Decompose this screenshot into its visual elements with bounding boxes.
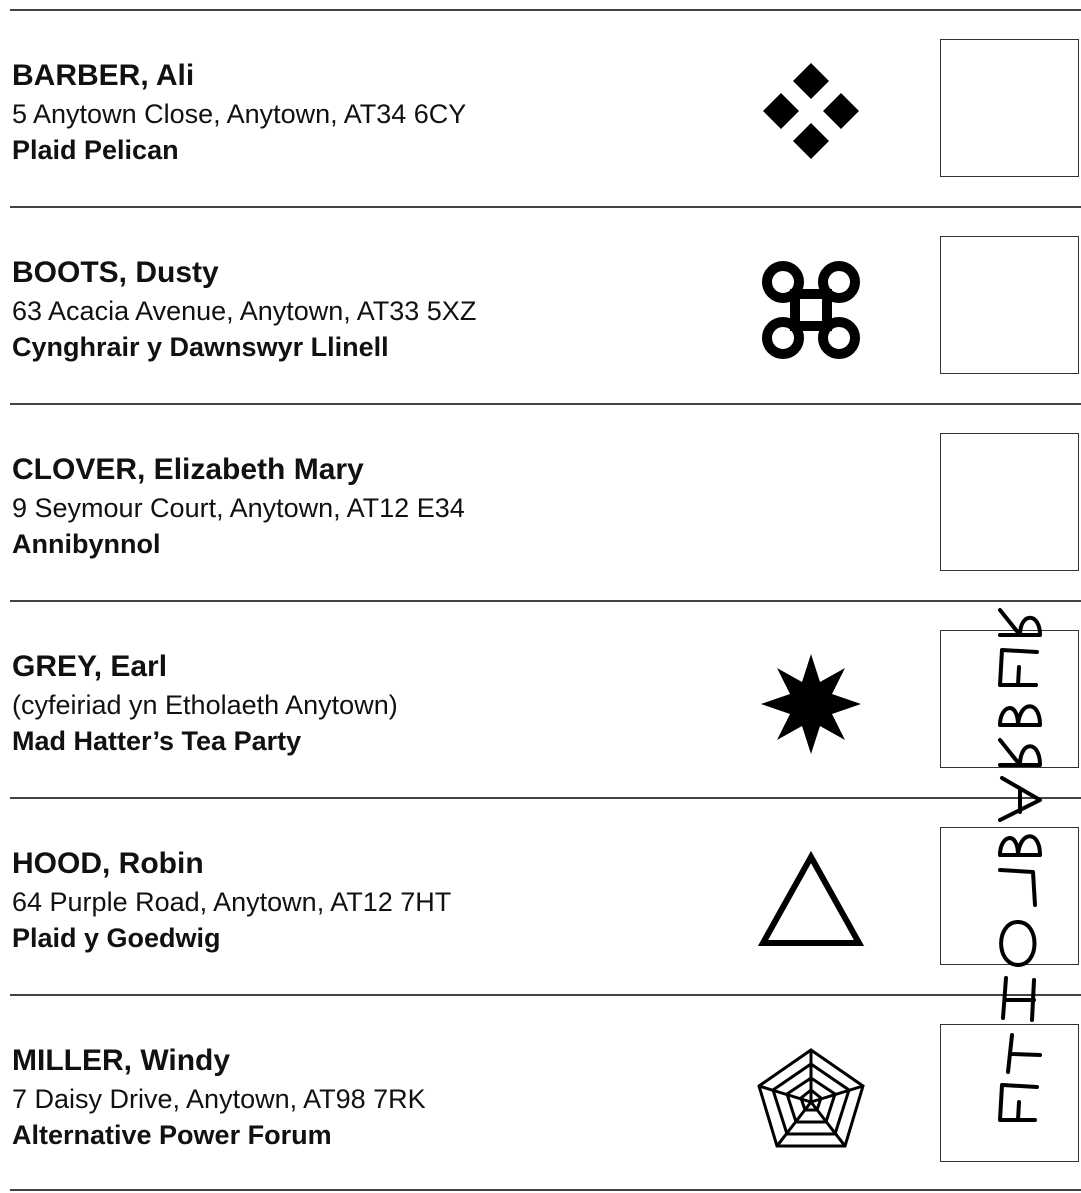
candidate-party: Alternative Power Forum bbox=[12, 1120, 332, 1150]
candidate-party: Cynghrair y Dawnswyr Llinell bbox=[12, 332, 389, 362]
candidate-address: 7 Daisy Drive, Anytown, AT98 7RK bbox=[12, 1084, 426, 1114]
candidate-row-clover bbox=[0, 405, 1081, 602]
vote-box[interactable] bbox=[940, 236, 1079, 374]
candidate-address: 63 Acacia Avenue, Anytown, AT33 5XZ bbox=[12, 296, 477, 326]
command-key-icon bbox=[755, 258, 867, 362]
candidate-name: BARBER, Ali bbox=[12, 59, 195, 92]
candidate-name: CLOVER, Elizabeth Mary bbox=[12, 453, 364, 486]
candidate-party: Plaid y Goedwig bbox=[12, 923, 221, 953]
candidate-row-boots bbox=[0, 208, 1081, 405]
spider-web-icon bbox=[755, 1046, 867, 1150]
candidate-row-hood bbox=[0, 799, 1081, 996]
candidate-party: Mad Hatter’s Tea Party bbox=[12, 726, 302, 756]
candidate-address: 64 Purple Road, Anytown, AT12 7HT bbox=[12, 887, 452, 917]
vote-box[interactable] bbox=[940, 433, 1079, 571]
candidate-row-barber bbox=[0, 11, 1081, 208]
candidate-name: HOOD, Robin bbox=[12, 847, 204, 880]
vote-box[interactable] bbox=[940, 1024, 1079, 1162]
eight-point-star-icon bbox=[755, 652, 867, 756]
candidate-name: MILLER, Windy bbox=[12, 1044, 231, 1077]
candidate-row-grey bbox=[0, 602, 1081, 799]
candidate-party: Annibynnol bbox=[12, 529, 161, 559]
candidate-name: BOOTS, Dusty bbox=[12, 256, 219, 289]
four-diamonds-icon bbox=[755, 61, 867, 165]
vote-box[interactable] bbox=[940, 630, 1079, 768]
candidate-address: (cyfeiriad yn Etholaeth Anytown) bbox=[12, 690, 398, 720]
candidate-address: 5 Anytown Close, Anytown, AT34 6CY bbox=[12, 99, 467, 129]
candidate-party: Plaid Pelican bbox=[12, 135, 179, 165]
candidate-row-miller bbox=[0, 996, 1081, 1193]
candidate-name: GREY, Earl bbox=[12, 650, 168, 683]
vote-box[interactable] bbox=[940, 827, 1079, 965]
triangle-icon bbox=[755, 849, 867, 953]
vote-box[interactable] bbox=[940, 39, 1079, 177]
candidate-address: 9 Seymour Court, Anytown, AT12 E34 bbox=[12, 493, 465, 523]
